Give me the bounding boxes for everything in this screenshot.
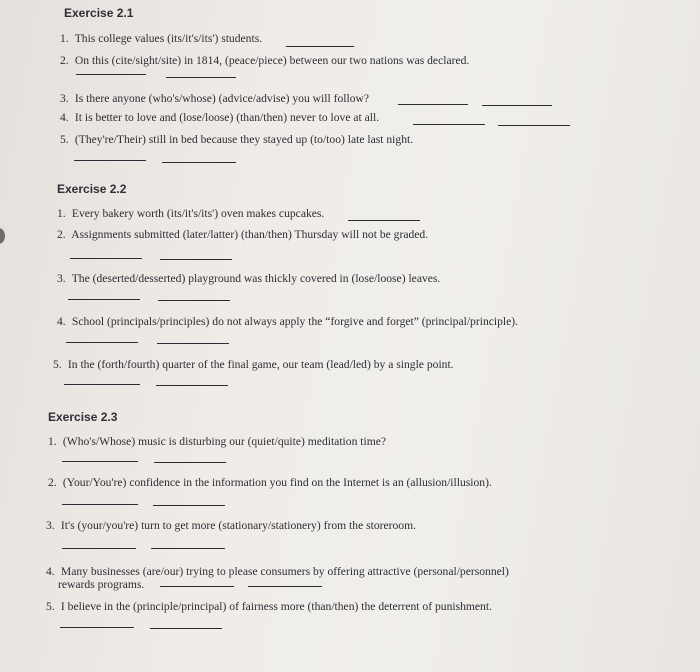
answer-blank <box>348 220 420 221</box>
item-text: Many businesses (are/our) trying to please consumers by offering attractive (personal/personnel) <box>60 565 509 578</box>
exercise-item <box>48 476 492 490</box>
item-text: School (principals/principles) do not always apply the “forgive and forget” (principal/principle). <box>71 315 519 328</box>
item-text: (They're/Their) still in bed because they stayed up (to/too) late last night. <box>74 133 414 146</box>
answer-blank <box>74 160 146 161</box>
answer-blank <box>68 299 140 300</box>
answer-blank <box>150 628 222 629</box>
exercise-item <box>57 272 440 286</box>
exercise-title: Exercise 2.2 <box>57 182 127 196</box>
exercise-item <box>46 565 509 579</box>
answer-blank <box>156 385 228 386</box>
answer-blank <box>157 343 229 344</box>
exercise-item <box>46 519 416 533</box>
item-number: 1. <box>48 435 57 448</box>
item-number: 5. <box>53 358 62 371</box>
answer-blank <box>62 461 138 462</box>
item-number: 3. <box>60 92 69 105</box>
exercise-item <box>57 228 428 242</box>
answer-blank <box>248 586 322 587</box>
exercise-item-continuation <box>58 578 144 592</box>
answer-blank <box>398 104 468 105</box>
exercise-item <box>57 207 324 221</box>
exercise-title: Exercise 2.1 <box>64 6 134 20</box>
exercise-item <box>60 54 469 68</box>
item-text: The (deserted/desserted) playground was thickly covered in (lose/loose) leaves. <box>71 272 441 285</box>
item-number: 4. <box>46 565 55 578</box>
item-number: 1. <box>60 32 69 45</box>
item-text: This college values (its/it's/its') students. <box>74 32 263 45</box>
answer-blank <box>154 462 226 463</box>
exercise-item <box>53 358 454 372</box>
item-number: 4. <box>57 315 66 328</box>
answer-blank <box>160 259 232 260</box>
exercise-item <box>57 315 518 329</box>
answer-blank <box>70 258 142 259</box>
item-number: 4. <box>60 111 69 124</box>
exercise-item <box>60 92 369 106</box>
answer-blank <box>158 300 230 301</box>
item-text: It is better to love and (lose/loose) (than/then) never to love at all. <box>74 111 380 124</box>
item-number: 3. <box>46 519 55 532</box>
exercise-item <box>60 133 413 147</box>
answer-blank <box>76 74 146 75</box>
exercise-item <box>60 32 262 46</box>
item-number: 2. <box>60 54 69 67</box>
item-text: On this (cite/sight/site) in 1814, (peace/piece) between our two nations was declared. <box>74 54 470 67</box>
answer-blank <box>166 77 236 78</box>
answer-blank <box>153 505 225 506</box>
answer-blank <box>64 384 140 385</box>
item-number: 2. <box>48 476 57 489</box>
answer-blank <box>160 586 234 587</box>
exercise-item <box>60 111 379 125</box>
answer-blank <box>60 627 134 628</box>
answer-blank <box>151 548 225 549</box>
item-number: 5. <box>46 600 55 613</box>
item-text: In the (forth/fourth) quarter of the final game, our team (lead/led) by a single point. <box>67 358 454 371</box>
item-number: 2. <box>57 228 66 241</box>
item-text: (Who's/Whose) music is disturbing our (quiet/quite) meditation time? <box>62 435 387 448</box>
item-text: I believe in the (principle/principal) of fairness more (than/then) the deterrent of punishment. <box>60 600 492 613</box>
item-text: It's (your/you're) turn to get more (stationary/stationery) from the storeroom. <box>60 519 417 532</box>
binder-ring-hole <box>0 228 5 244</box>
item-number: 3. <box>57 272 66 285</box>
answer-blank <box>286 46 354 47</box>
answer-blank <box>162 162 236 163</box>
answer-blank <box>66 342 138 343</box>
item-number: 1. <box>57 207 66 220</box>
item-text: Assignments submitted (later/latter) (than/then) Thursday will not be graded. <box>71 228 429 241</box>
item-text: rewards programs. <box>58 578 145 591</box>
answer-blank <box>62 504 138 505</box>
item-text: Is there anyone (who's/whose) (advice/advise) you will follow? <box>74 92 370 105</box>
exercise-item <box>46 600 492 614</box>
exercise-item <box>48 435 386 449</box>
answer-blank <box>498 125 570 126</box>
answer-blank <box>482 105 552 106</box>
exercise-title: Exercise 2.3 <box>48 410 118 424</box>
item-text: (Your/You're) confidence in the information you find on the Internet is an (allusion/illusion). <box>62 476 492 489</box>
answer-blank <box>413 124 485 125</box>
item-number: 5. <box>60 133 69 146</box>
answer-blank <box>62 548 136 549</box>
item-text: Every bakery worth (its/it's/its') oven makes cupcakes. <box>71 207 325 220</box>
